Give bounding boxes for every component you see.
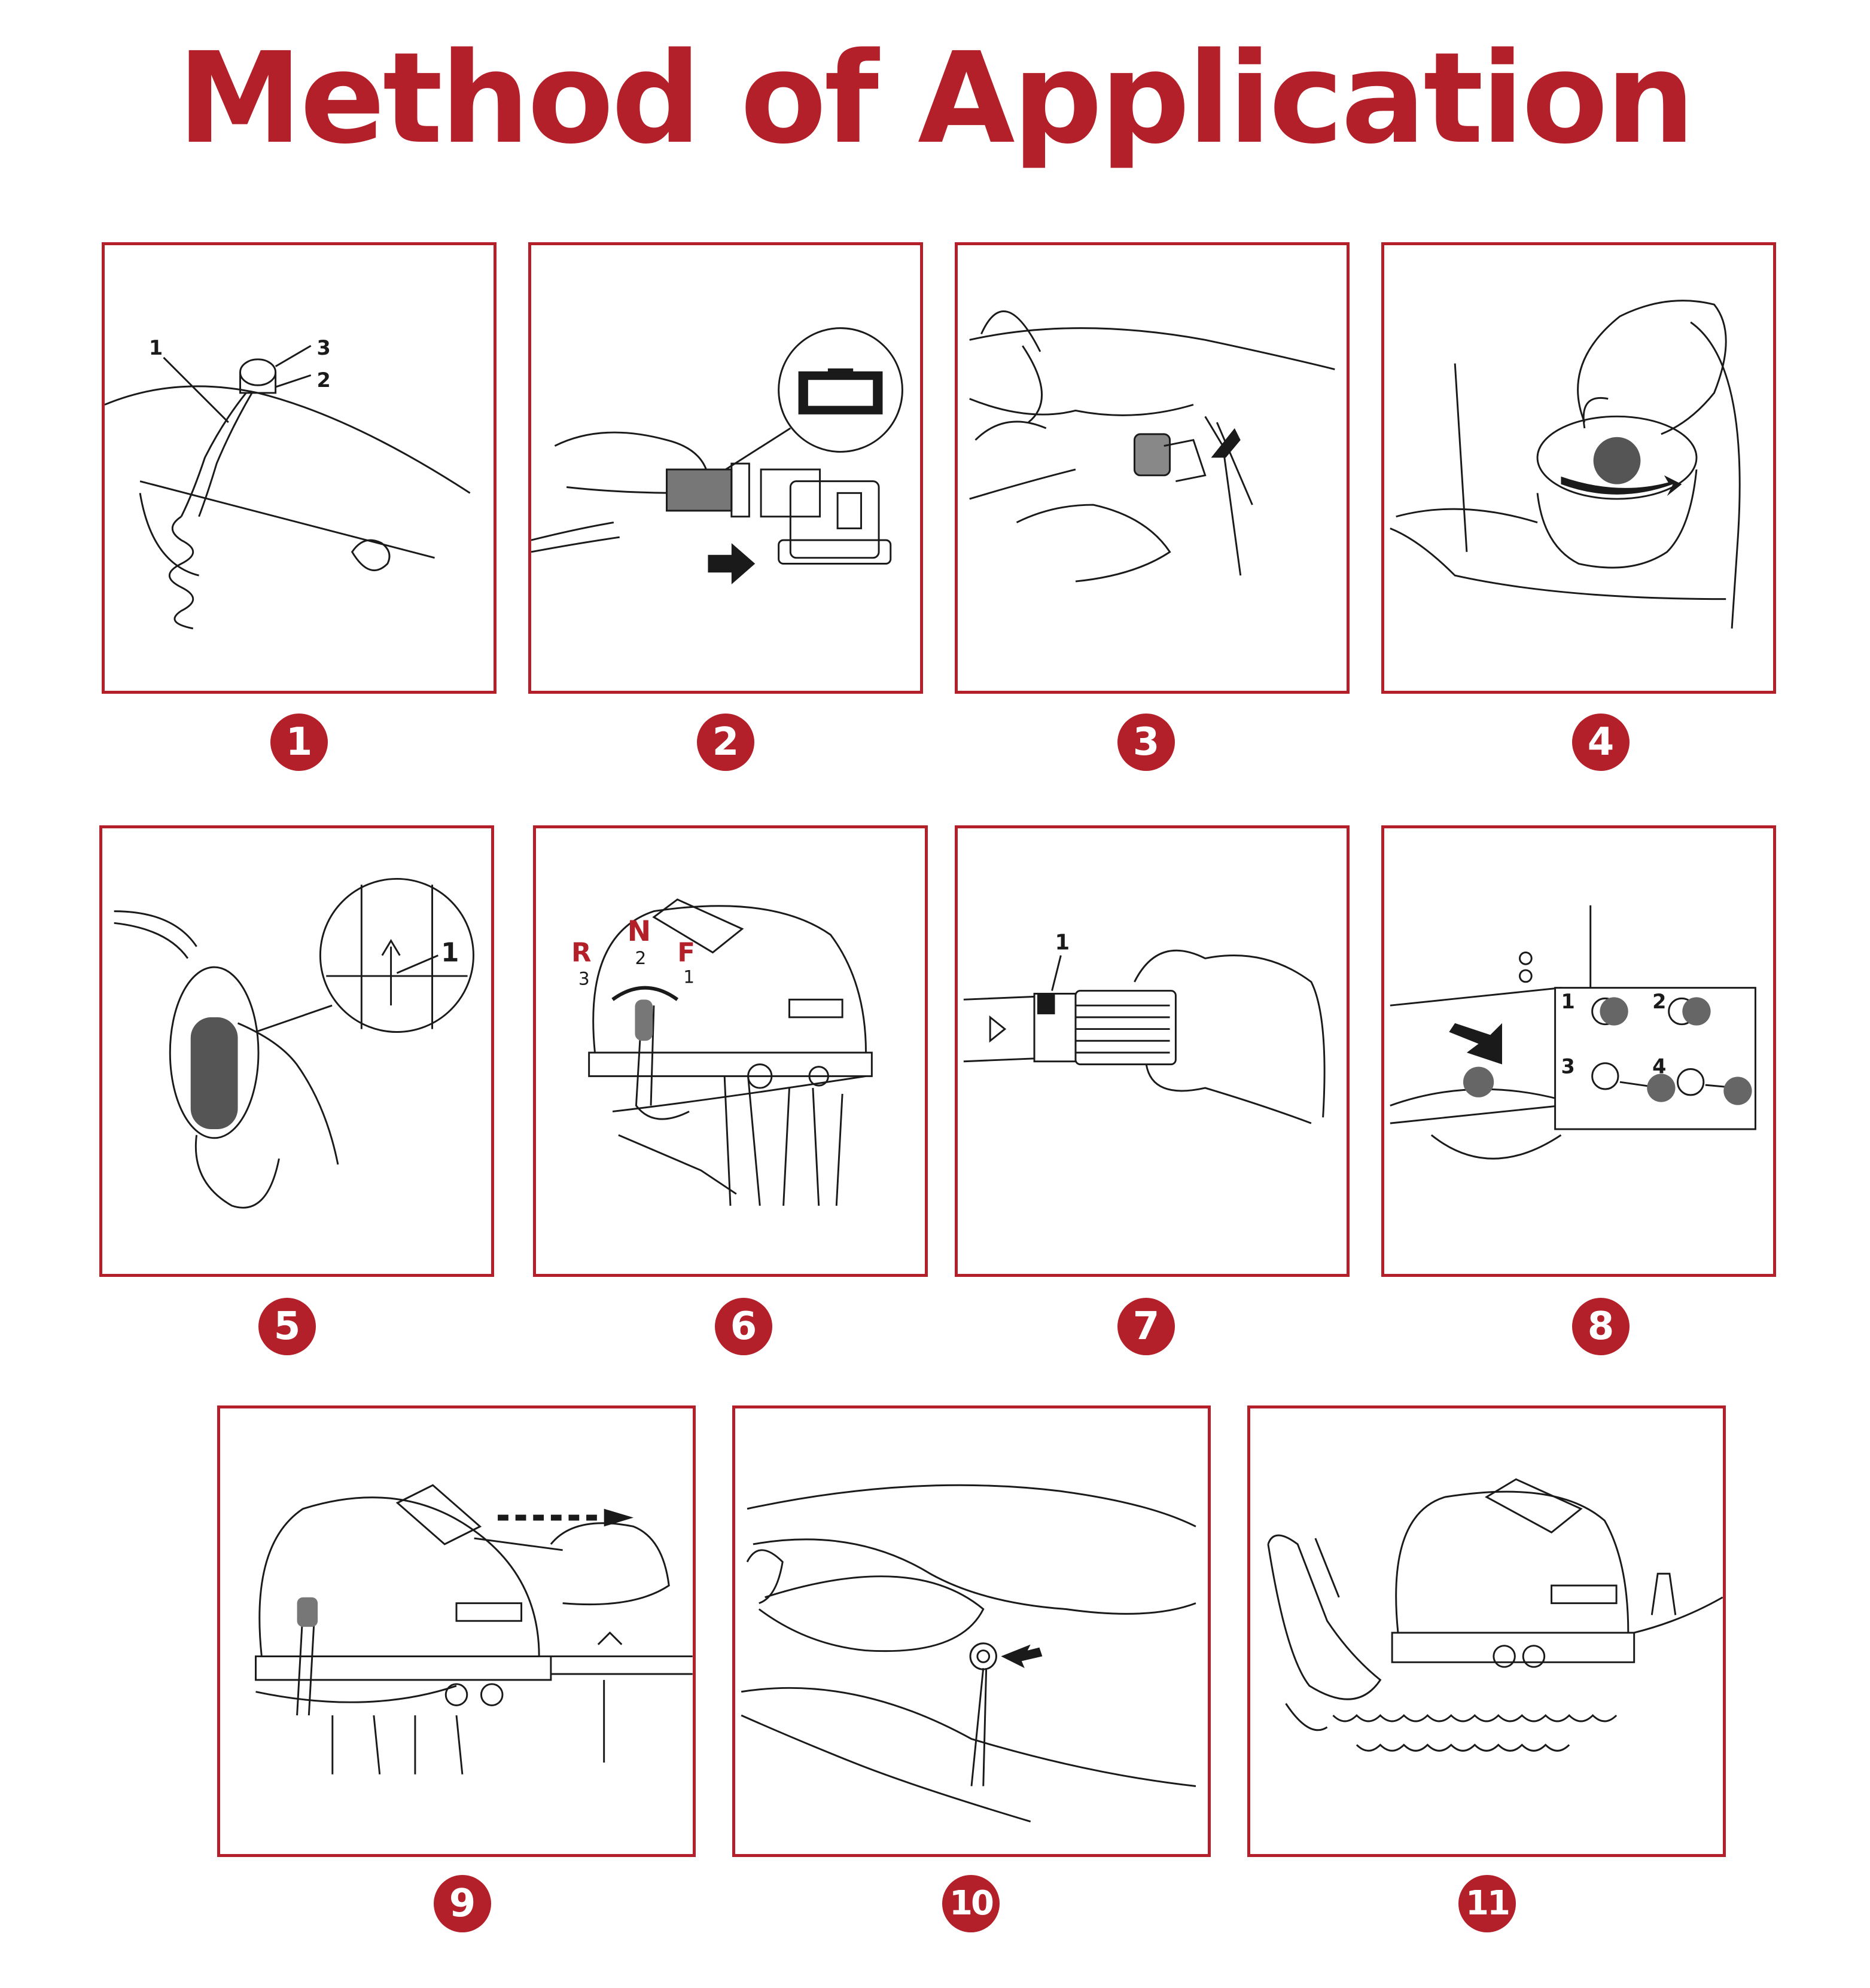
step-8-callout-1: 1 bbox=[1561, 990, 1575, 1014]
step-6-position-2: 2 bbox=[635, 948, 647, 969]
step-10-illustration bbox=[732, 1405, 1211, 1857]
step-9-number-badge: 9 bbox=[434, 1875, 491, 1932]
step-1-callout-3: 3 bbox=[316, 336, 331, 359]
step-8-illustration bbox=[1381, 825, 1776, 1277]
step-10-number-badge: 10 bbox=[942, 1875, 1000, 1932]
plug-connector-icon bbox=[531, 245, 920, 691]
choke-knob-icon bbox=[1384, 828, 1773, 1274]
step-6-label-N: N bbox=[627, 914, 651, 948]
step-8-callout-3: 3 bbox=[1561, 1054, 1575, 1078]
step-9-illustration bbox=[217, 1405, 696, 1857]
step-6-position-1: 1 bbox=[683, 966, 695, 987]
step-4-illustration bbox=[1381, 242, 1776, 694]
step-6-position-3: 3 bbox=[578, 968, 590, 989]
step-2-number-badge: 2 bbox=[697, 714, 754, 771]
gear-shift-lever-icon bbox=[536, 828, 925, 1274]
step-11-illustration bbox=[1247, 1405, 1726, 1857]
step-7-callout-1: 1 bbox=[1055, 930, 1070, 955]
step-5-illustration bbox=[99, 825, 494, 1277]
throttle-grip-icon bbox=[958, 828, 1347, 1274]
step-6-number-badge: 6 bbox=[715, 1298, 772, 1355]
primer-bulb-icon bbox=[102, 828, 491, 1274]
step-1-illustration bbox=[102, 242, 497, 694]
step-2-illustration bbox=[528, 242, 923, 694]
step-8-number-badge: 8 bbox=[1572, 1298, 1630, 1355]
fuel-cap-vent-icon bbox=[1384, 245, 1773, 691]
step-6-illustration bbox=[533, 825, 928, 1277]
step-6-label-R: R bbox=[571, 938, 592, 968]
step-11-number-badge: 11 bbox=[1458, 1875, 1516, 1932]
step-5-number-badge: 5 bbox=[258, 1298, 316, 1355]
step-1-callout-2: 2 bbox=[316, 368, 331, 392]
fuel-line-connector-icon bbox=[958, 245, 1347, 691]
page-title: Method of Application bbox=[177, 25, 1693, 172]
step-1-callout-1: 1 bbox=[148, 336, 163, 359]
step-5-callout-1: 1 bbox=[441, 938, 459, 968]
step-8-callout-2: 2 bbox=[1652, 990, 1667, 1014]
step-3-number-badge: 3 bbox=[1117, 714, 1175, 771]
pull-starter-icon bbox=[220, 1408, 693, 1854]
step-1-number-badge: 1 bbox=[270, 714, 328, 771]
step-7-illustration bbox=[955, 825, 1350, 1277]
step-4-number-badge: 4 bbox=[1572, 714, 1630, 771]
tether-cord-clip-icon bbox=[105, 245, 494, 691]
step-3-illustration bbox=[955, 242, 1350, 694]
step-7-number-badge: 7 bbox=[1117, 1298, 1175, 1355]
stop-engine-icon bbox=[1250, 1408, 1723, 1854]
cooling-water-check-icon bbox=[735, 1408, 1208, 1854]
step-6-label-F: F bbox=[677, 938, 695, 968]
step-8-callout-4: 4 bbox=[1652, 1054, 1667, 1078]
